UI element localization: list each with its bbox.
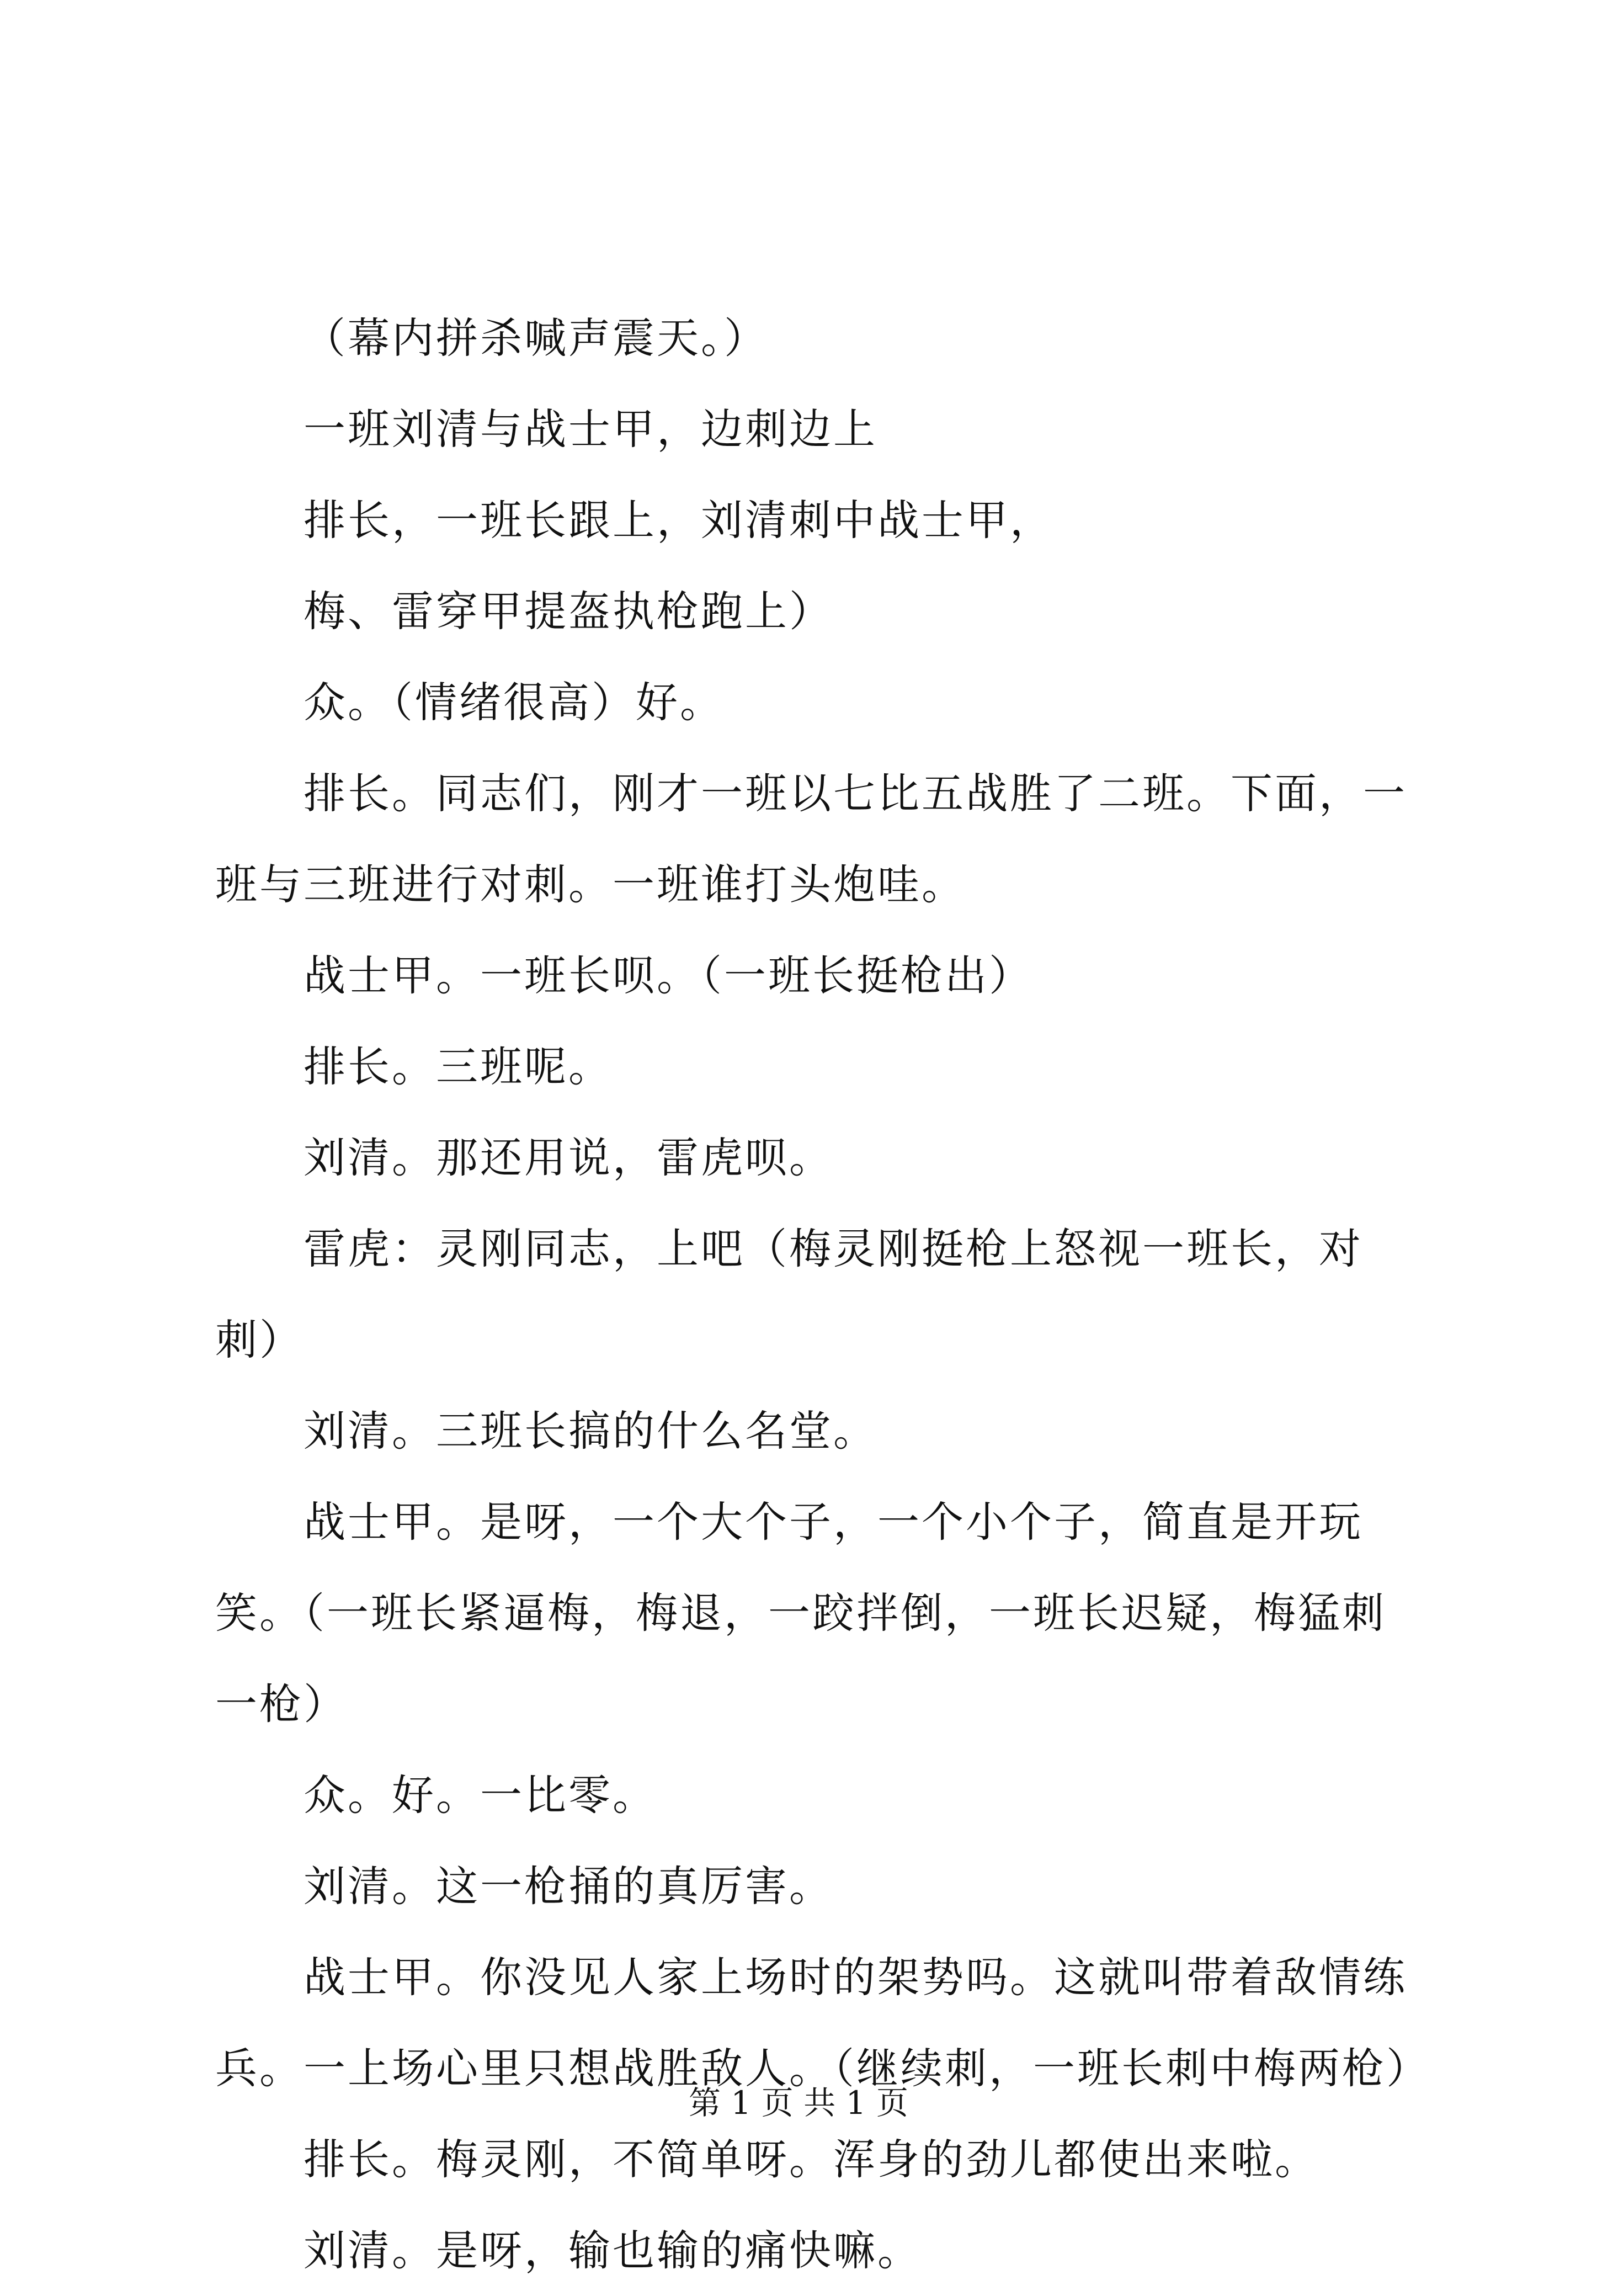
document-body <box>215 293 1430 2296</box>
paragraph: 刘清。三班长搞的什么名堂。 <box>304 1406 877 1455</box>
paragraph: 刘清。是呀，输也输的痛快嘛。 <box>304 2226 922 2275</box>
paragraph: 排长。梅灵刚，不简单呀。浑身的劲儿都使出来啦。 <box>304 2135 1319 2184</box>
paragraph: 众。（情绪很高）好。 <box>304 678 724 727</box>
paragraph: 众。好。一比零。 <box>304 1771 657 1820</box>
paragraph: 战士甲。是呀，一个大个子，一个小个子，简直是开玩笑。（一班长紧逼梅，梅退，一跤拌倒，一班长迟疑，梅猛刺一枪） <box>215 1497 1386 1729</box>
paragraph: 战士甲。一班长呗。（一班长挺枪出） <box>304 951 1033 1000</box>
paragraph: 刘清。这一枪捅的真厉害。 <box>304 1862 833 1911</box>
paragraph: 一班刘清与战士甲，边刺边上 <box>304 405 877 454</box>
paragraph: 排长。三班呢。 <box>304 1042 613 1091</box>
paragraph: 排长，一班长跟上，刘清刺中战士甲， <box>304 496 1054 545</box>
page-footer: 第 1 页 共 1 页 <box>689 2084 908 2122</box>
paragraph: 雷虎：灵刚同志，上吧（梅灵刚挺枪上怒视一班长，对刺） <box>215 1224 1363 1364</box>
paragraph: 战士甲。你没见人家上场时的架势吗。这就叫带着敌情练兵。一上场心里只想战胜敌人。（继续刺，一班长刺中梅两枪） <box>215 1953 1430 2093</box>
paragraph: （幕内拼杀喊声震天。） <box>304 313 768 363</box>
paragraph: 梅、雷穿甲提盔执枪跑上） <box>304 587 833 636</box>
paragraph: 排长。同志们，刚才一班以七比五战胜了二班。下面，一班与三班进行对刺。一班谁打头炮哇。 <box>215 769 1407 909</box>
paragraph: 刘清。那还用说，雷虎呗。 <box>304 1133 833 1182</box>
